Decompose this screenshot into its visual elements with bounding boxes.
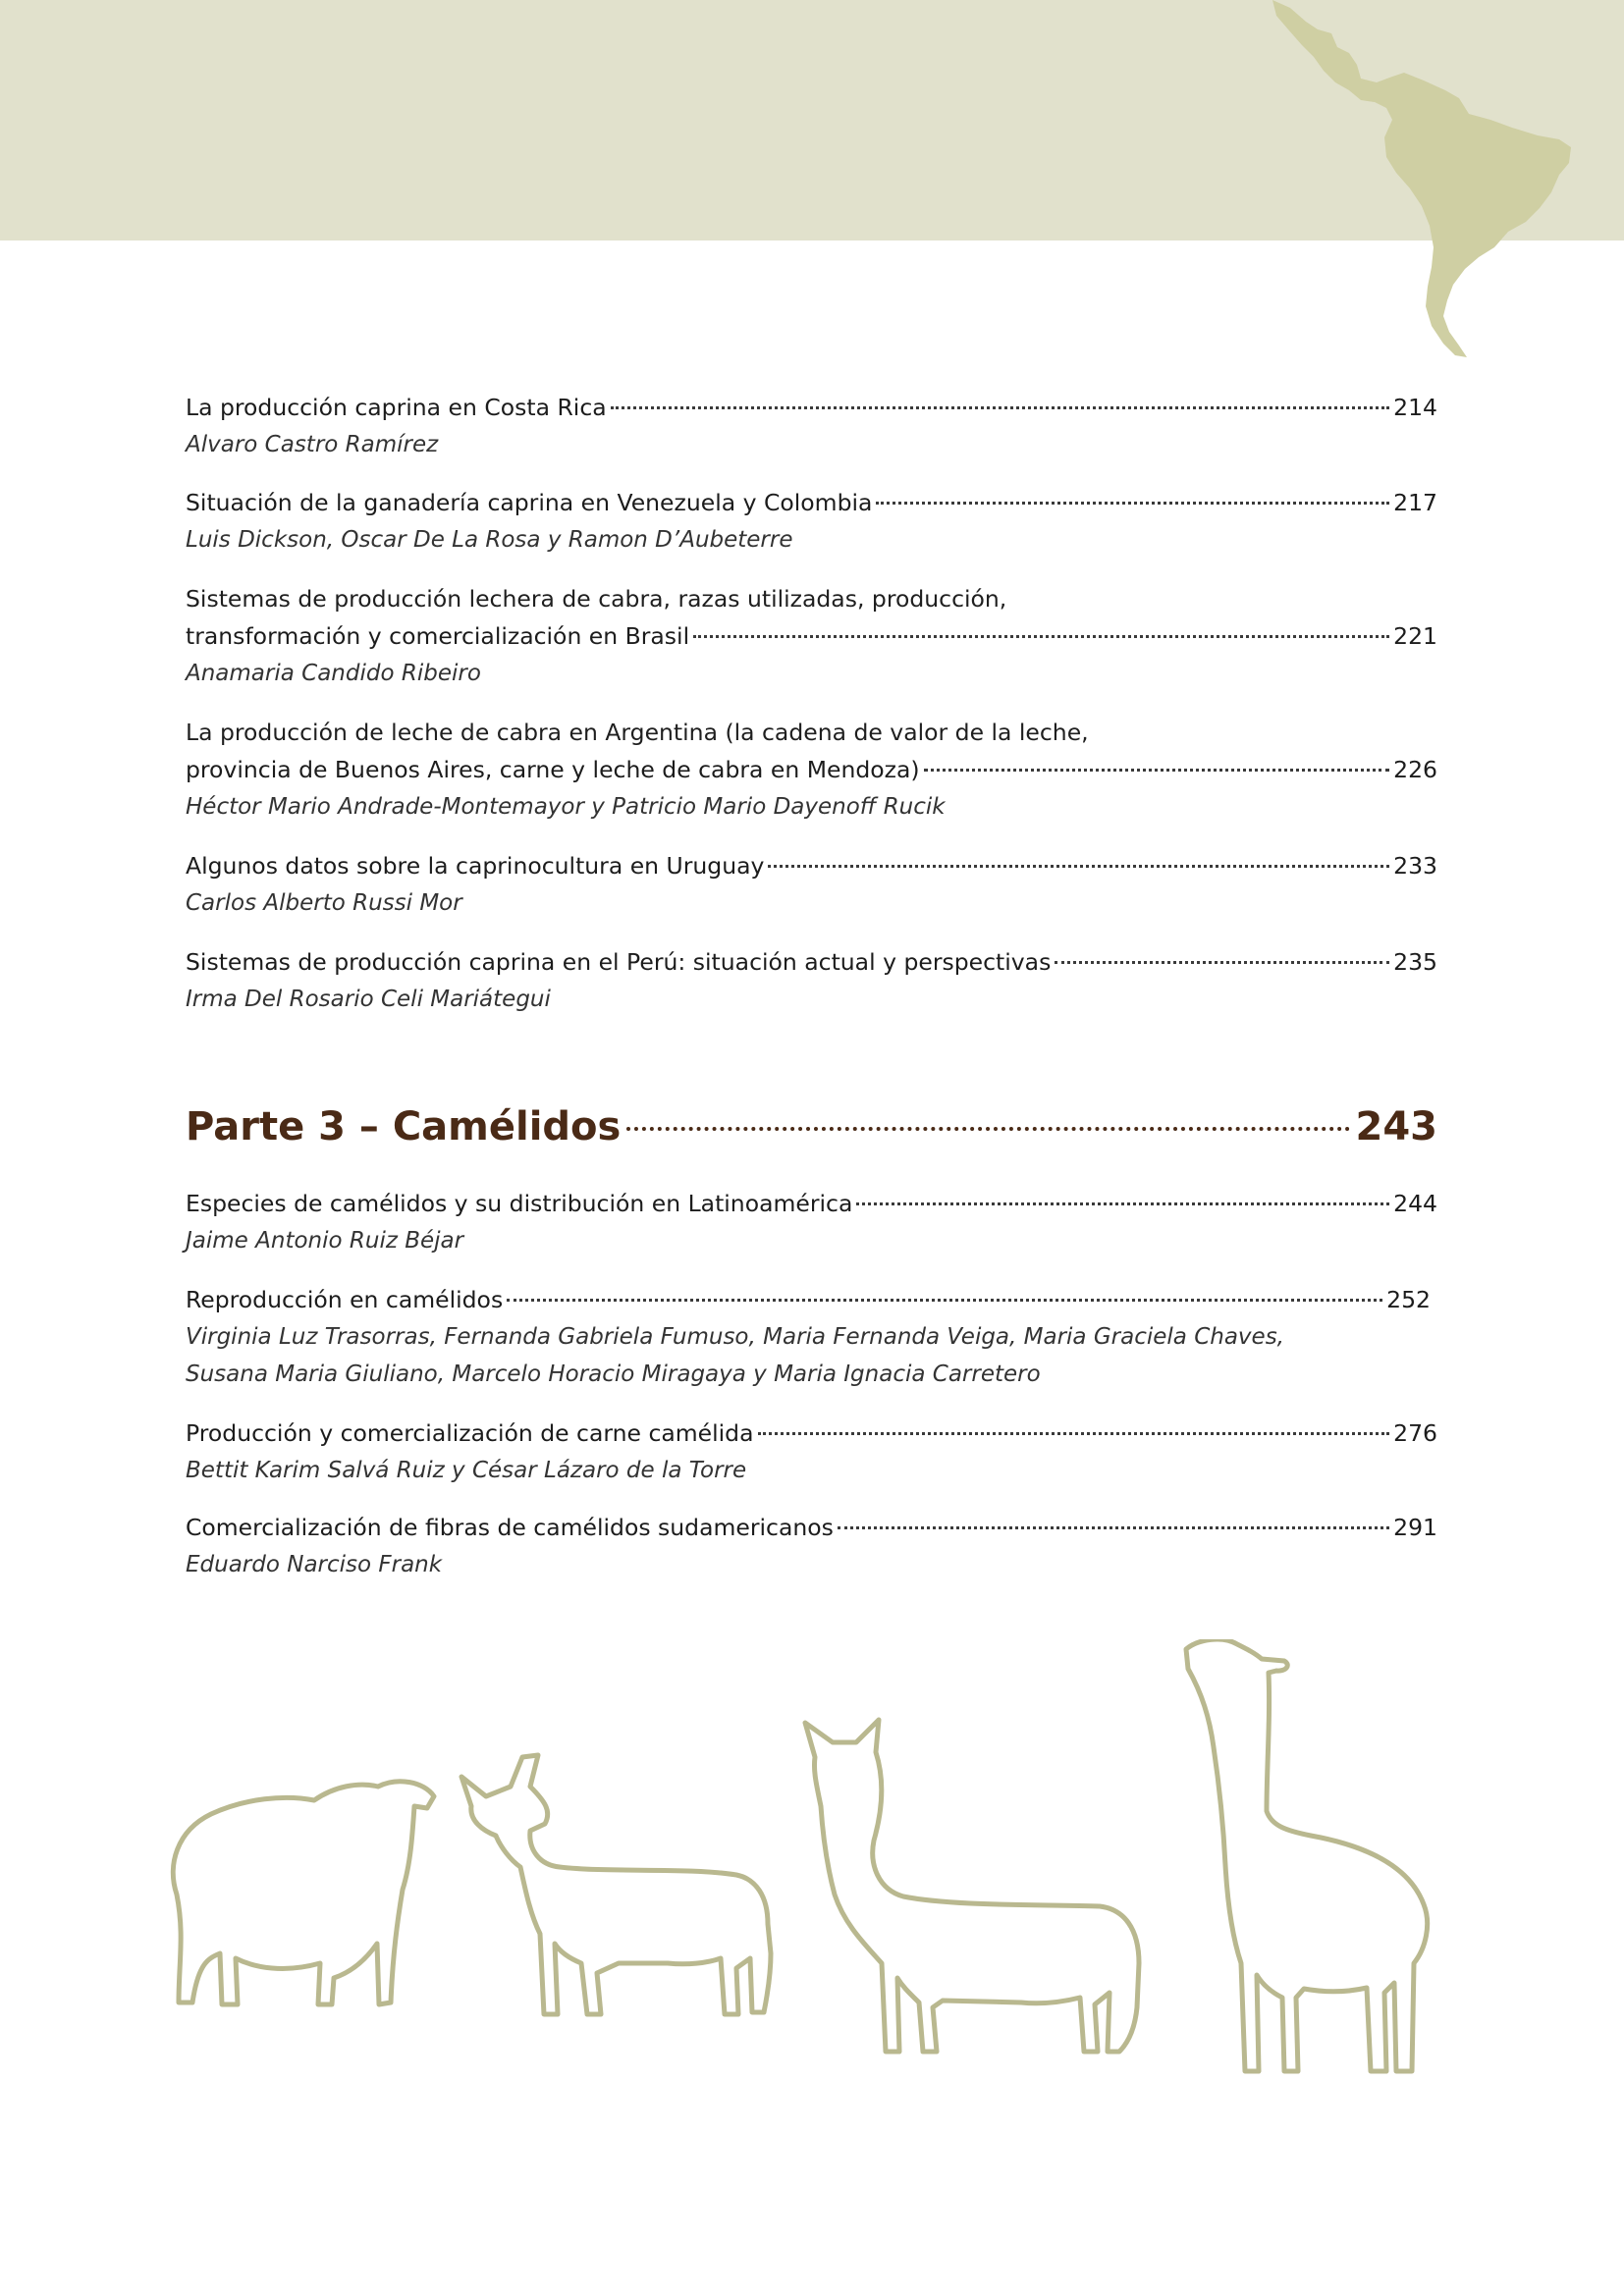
entry-author: Eduardo Narciso Frank bbox=[186, 1552, 443, 1577]
toc-entry[interactable] bbox=[186, 943, 1437, 1018]
entry-title: provincia de Buenos Aires, carne y leche de cabra en Mendoza) bbox=[186, 756, 920, 783]
sheep-icon bbox=[173, 1782, 434, 2004]
entry-title: Situación de la ganadería caprina en Venezuela y Colombia bbox=[186, 489, 873, 516]
page-number: 214 bbox=[1393, 394, 1437, 421]
entry-title: Producción y comercialización de carne camélida bbox=[186, 1419, 754, 1447]
entry-title: Especies de camélidos y su distribución en Latinoamérica bbox=[186, 1190, 853, 1217]
entry-author: Jaime Antonio Ruiz Béjar bbox=[186, 1228, 464, 1254]
dot-leader bbox=[1055, 961, 1389, 964]
toc-entry[interactable] bbox=[186, 580, 1437, 692]
entry-title: La producción caprina en Costa Rica bbox=[186, 394, 607, 421]
page-number: 235 bbox=[1393, 948, 1437, 976]
toc-entry[interactable] bbox=[186, 1415, 1437, 1489]
entry-author: Alvaro Castro Ramírez bbox=[186, 432, 439, 457]
goat-icon bbox=[461, 1755, 771, 2014]
page-number: 244 bbox=[1393, 1190, 1437, 1217]
part-heading[interactable] bbox=[186, 1099, 1437, 1154]
page-number: 252 bbox=[1386, 1286, 1431, 1313]
toc-entry[interactable] bbox=[186, 714, 1437, 826]
entry-title: Sistemas de producción caprina en el Perú: situación actual y perspectivas bbox=[186, 948, 1052, 976]
page-number: 221 bbox=[1393, 622, 1437, 650]
dot-leader bbox=[693, 635, 1389, 638]
dot-leader bbox=[838, 1526, 1389, 1529]
dot-leader bbox=[924, 769, 1390, 772]
entry-title: transformación y comercialización en Brasil bbox=[186, 622, 690, 650]
dot-leader bbox=[876, 502, 1389, 505]
animal-outlines bbox=[157, 1639, 1483, 2189]
entry-author: Héctor Mario Andrade-Montemayor y Patricio Mario Dayenoff Rucik bbox=[186, 794, 946, 820]
entry-author: Virginia Luz Trasorras, Fernanda Gabriela Fumuso, Maria Fernanda Veiga, Maria Graciela Chaves, bbox=[186, 1324, 1284, 1350]
dot-leader bbox=[611, 406, 1390, 409]
toc-entry[interactable] bbox=[186, 1509, 1437, 1583]
dot-leader bbox=[626, 1127, 1349, 1131]
entry-author: Susana Maria Giuliano, Marcelo Horacio Miragaya y Maria Ignacia Carretero bbox=[186, 1362, 1041, 1387]
dot-leader bbox=[758, 1432, 1390, 1435]
dot-leader bbox=[507, 1299, 1382, 1302]
entry-title: Reproducción en camélidos bbox=[186, 1286, 504, 1313]
part-title: Parte 3 – Camélidos bbox=[186, 1104, 622, 1149]
part-page-number: 243 bbox=[1355, 1104, 1437, 1149]
page-number: 226 bbox=[1393, 756, 1437, 783]
entry-author: Carlos Alberto Russi Mor bbox=[186, 890, 462, 916]
toc-entry[interactable] bbox=[186, 1185, 1437, 1259]
page-number: 291 bbox=[1393, 1514, 1437, 1541]
entry-author: Bettit Karim Salvá Ruiz y César Lázaro de la Torre bbox=[186, 1458, 747, 1483]
dot-leader bbox=[768, 865, 1389, 868]
dot-leader bbox=[856, 1202, 1389, 1205]
entry-author: Luis Dickson, Oscar De La Rosa y Ramon D’Aubeterre bbox=[186, 527, 793, 553]
entry-title: Comercialización de fibras de camélidos sudamericanos bbox=[186, 1514, 834, 1541]
entry-title-line: La producción de leche de cabra en Argentina (la cadena de valor de la leche, bbox=[186, 719, 1089, 746]
page-number: 217 bbox=[1393, 489, 1437, 516]
toc-entry[interactable] bbox=[186, 847, 1437, 922]
entry-title: Algunos datos sobre la caprinocultura en Uruguay bbox=[186, 852, 765, 880]
page-number: 276 bbox=[1393, 1419, 1437, 1447]
entry-title-line: Sistemas de producción lechera de cabra, razas utilizadas, producción, bbox=[186, 585, 1007, 613]
toc-entry[interactable] bbox=[186, 1281, 1437, 1393]
alpaca-icon bbox=[1186, 1639, 1428, 2071]
entry-author: Irma Del Rosario Celi Mariátegui bbox=[186, 987, 551, 1012]
page-number: 233 bbox=[1393, 852, 1437, 880]
toc-entry[interactable] bbox=[186, 484, 1437, 559]
south-america-map-icon bbox=[1267, 0, 1624, 363]
entry-author: Anamaria Candido Ribeiro bbox=[186, 661, 481, 686]
llama-icon bbox=[805, 1720, 1139, 2052]
toc-entry[interactable] bbox=[186, 389, 1437, 463]
